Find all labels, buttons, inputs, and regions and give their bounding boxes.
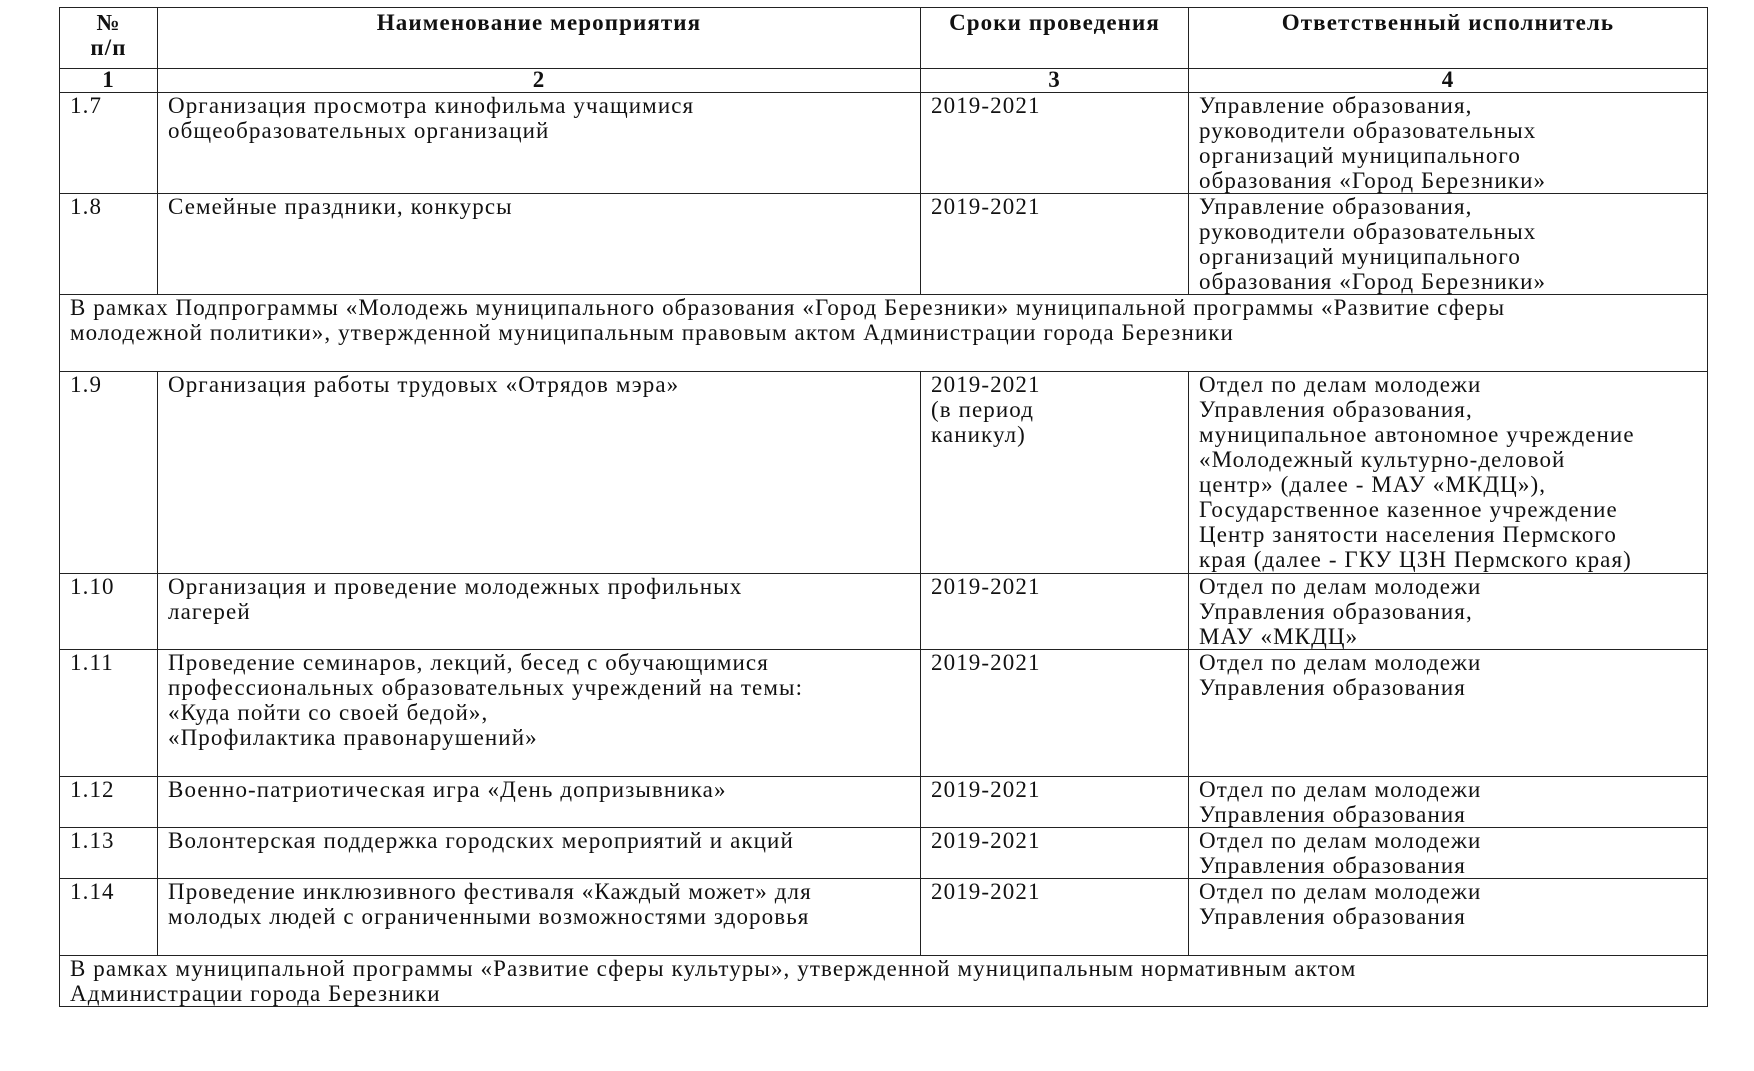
- row-responsible: Отдел по делам молодежи Управления образования: [1189, 879, 1708, 956]
- table-row: [60, 777, 1708, 828]
- row-name: Организация работы трудовых «Отрядов мэра»: [158, 372, 921, 574]
- table-row: [60, 93, 1708, 194]
- row-name: Проведение инклюзивного фестиваля «Каждый может» для молодых людей с ограниченными возможностями здоровья: [158, 879, 921, 956]
- section-culture-text: В рамках муниципальной программы «Развитие сферы культуры», утвержденной муниципальным нормативным актом Администрации города Березники: [60, 956, 1708, 1007]
- row-period: 2019-2021: [921, 650, 1189, 777]
- row-name: Организация и проведение молодежных профильных лагерей: [158, 574, 921, 650]
- column-number: 2: [158, 69, 921, 93]
- row-period: 2019-2021: [921, 828, 1189, 879]
- row-responsible: Управление образования, руководители образовательных организаций муниципального образования «Город Березники»: [1189, 93, 1708, 194]
- row-num: 1.11: [60, 650, 158, 777]
- row-period: 2019-2021: [921, 194, 1189, 295]
- row-responsible: Отдел по делам молодежи Управления образования, муниципальное автономное учреждение «Молодежный культурно-деловой центр» (далее - МАУ «МКДЦ»), Государственное казенное учреждение Центр занятости населения Пермского края (далее - ГКУ ЦЗН Пермского края): [1189, 372, 1708, 574]
- row-name: Военно-патриотическая игра «День допризывника»: [158, 777, 921, 828]
- row-num: 1.14: [60, 879, 158, 956]
- row-name: Волонтерская поддержка городских мероприятий и акций: [158, 828, 921, 879]
- row-num: 1.7: [60, 93, 158, 194]
- row-period: 2019-2021: [921, 879, 1189, 956]
- row-num: 1.10: [60, 574, 158, 650]
- header-num: № п/п: [60, 8, 158, 69]
- row-num: 1.9: [60, 372, 158, 574]
- section-youth-text: В рамках Подпрограммы «Молодежь муниципального образования «Город Березники» муниципальной программы «Развитие сферы молодежной политики», утвержденной муниципальным правовым актом Администрации города Березники: [60, 295, 1708, 372]
- header-name: Наименование мероприятия: [158, 8, 921, 69]
- measures-table: [59, 7, 1708, 1007]
- row-name: Семейные праздники, конкурсы: [158, 194, 921, 295]
- row-name: Организация просмотра кинофильма учащимися общеобразовательных организаций: [158, 93, 921, 194]
- row-num: 1.13: [60, 828, 158, 879]
- row-num: 1.12: [60, 777, 158, 828]
- header-period: Сроки проведения: [921, 8, 1189, 69]
- table-row: [60, 372, 1708, 574]
- row-responsible: Управление образования, руководители образовательных организаций муниципального образования «Город Березники»: [1189, 194, 1708, 295]
- header-responsible: Ответственный исполнитель: [1189, 8, 1708, 69]
- column-number: 3: [921, 69, 1189, 93]
- table-row: [60, 650, 1708, 777]
- row-responsible: Отдел по делам молодежи Управления образования: [1189, 828, 1708, 879]
- row-responsible: Отдел по делам молодежи Управления образования: [1189, 650, 1708, 777]
- table-row: [60, 574, 1708, 650]
- table-row: [60, 879, 1708, 956]
- column-number-row: [60, 69, 1708, 93]
- row-period: 2019-2021 (в период каникул): [921, 372, 1189, 574]
- table-row: [60, 194, 1708, 295]
- row-name: Проведение семинаров, лекций, бесед с обучающимися профессиональных образовательных учреждений на темы: «Куда пойти со своей бедой», «Профилактика правонарушений»: [158, 650, 921, 777]
- section-row: [60, 295, 1708, 372]
- row-period: 2019-2021: [921, 574, 1189, 650]
- section-row: [60, 956, 1708, 1007]
- row-responsible: Отдел по делам молодежи Управления образования: [1189, 777, 1708, 828]
- header-row: [60, 8, 1708, 69]
- row-period: 2019-2021: [921, 93, 1189, 194]
- column-number: 4: [1189, 69, 1708, 93]
- row-responsible: Отдел по делам молодежи Управления образования, МАУ «МКДЦ»: [1189, 574, 1708, 650]
- table-row: [60, 828, 1708, 879]
- row-period: 2019-2021: [921, 777, 1189, 828]
- column-number: 1: [60, 69, 158, 93]
- row-num: 1.8: [60, 194, 158, 295]
